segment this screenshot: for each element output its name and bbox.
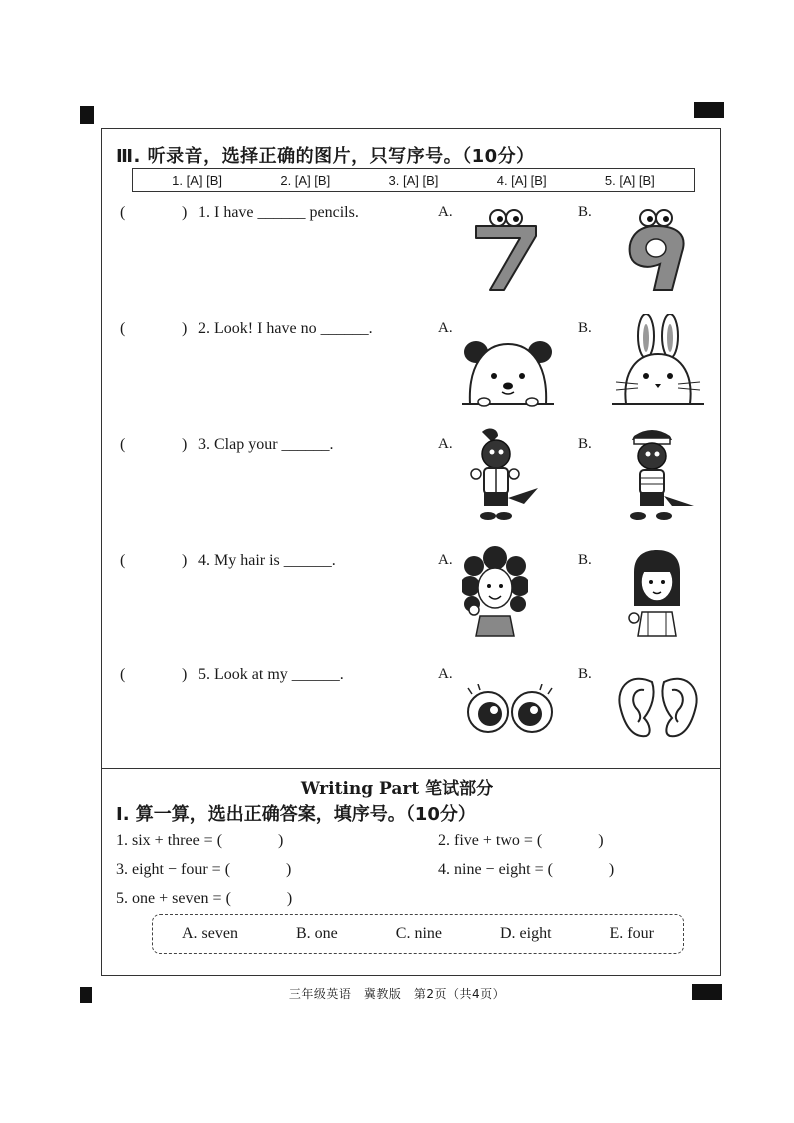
section-title: Ⅲ. 听录音，选择正确的图片，只写序号。（10分） [116,146,535,167]
ears-icon[interactable] [612,672,704,742]
number-nine-icon[interactable] [620,204,692,292]
math-problem [116,890,292,908]
writing-instructions: Ⅰ. 算一算，选出正确答案，填序号。（10分） [116,804,476,825]
number-seven-icon[interactable] [470,204,542,292]
option-b-label: B. [578,552,592,568]
option-a-label: A. [438,320,453,336]
choice-option: B. one [295,925,338,942]
math-problem [438,861,614,879]
page-footer: 三年级英语 冀教版 第2页（共4页） [288,987,506,1001]
answer-paren-close: ) [182,204,188,221]
answer-paren-close: ) [182,552,188,569]
math-paren-close: ) [598,832,604,849]
rabbit-icon[interactable] [612,314,704,408]
question-text: 2. Look! I have no ______. [198,320,373,337]
math-paren-close: ) [608,861,615,878]
answer-paren-close: ) [182,666,188,683]
option-b-label: B. [578,436,592,452]
math-expression: 1. six + three = ( [116,832,223,849]
answer-choices-box [152,914,684,954]
answer-paren-open[interactable]: ( [120,436,126,453]
math-expression: 4. nine − eight = ( [438,861,553,878]
answer-slot[interactable]: 2. [A] [B] [280,172,331,188]
eyes-icon[interactable] [464,684,556,736]
answer-paren-close: ) [182,320,188,337]
registration-mark-top-left [80,106,94,124]
math-paren-close: ) [286,861,292,878]
dog-stomping-icon[interactable] [624,426,700,524]
option-b-label: B. [578,666,592,682]
question-text: 3. Clap your ______. [198,436,334,453]
dog-clapping-icon[interactable] [468,426,544,524]
choice-option: C. nine [395,925,442,942]
registration-mark-top-right [694,102,724,118]
answer-paren-open[interactable]: ( [120,320,126,337]
answer-slot[interactable]: 4. [A] [B] [496,172,547,188]
option-b-label: B. [578,204,592,220]
answer-slot[interactable]: 5. [A] [B] [604,172,655,188]
math-expression: 3. eight − four = ( [116,861,231,878]
math-problem [116,861,291,879]
question-text: 5. Look at my ______. [198,666,344,683]
question-text: 4. My hair is ______. [198,552,336,569]
option-a-label: A. [438,552,453,568]
choice-option: A. seven [182,925,238,942]
answer-paren-open[interactable]: ( [120,666,126,683]
answer-slot[interactable]: 1. [A] [B] [172,172,223,188]
section-divider [101,768,721,769]
answer-card-bar [132,168,695,192]
writing-part-title: Writing Part 笔试部分 [300,779,494,799]
math-problem [438,832,604,850]
option-a-label: A. [438,204,453,220]
curly-hair-girl-icon[interactable] [462,546,528,638]
choice-option: E. four [609,925,654,942]
panda-icon[interactable] [462,336,554,408]
option-a-label: A. [438,666,453,682]
option-a-label: A. [438,436,453,452]
straight-hair-girl-icon[interactable] [624,546,690,638]
answer-slot[interactable]: 3. [A] [B] [388,172,439,188]
answer-paren-close: ) [182,436,188,453]
choice-option: D. eight [499,925,552,942]
math-problem [116,832,283,850]
option-b-label: B. [578,320,592,336]
math-expression: 5. one + seven = ( [116,890,231,907]
answer-paren-open[interactable]: ( [120,204,126,221]
math-expression: 2. five + two = ( [438,832,543,849]
math-paren-close: ) [278,832,284,849]
math-paren-close: ) [286,890,293,907]
answer-paren-open[interactable]: ( [120,552,126,569]
question-text: 1. I have ______ pencils. [198,204,359,221]
